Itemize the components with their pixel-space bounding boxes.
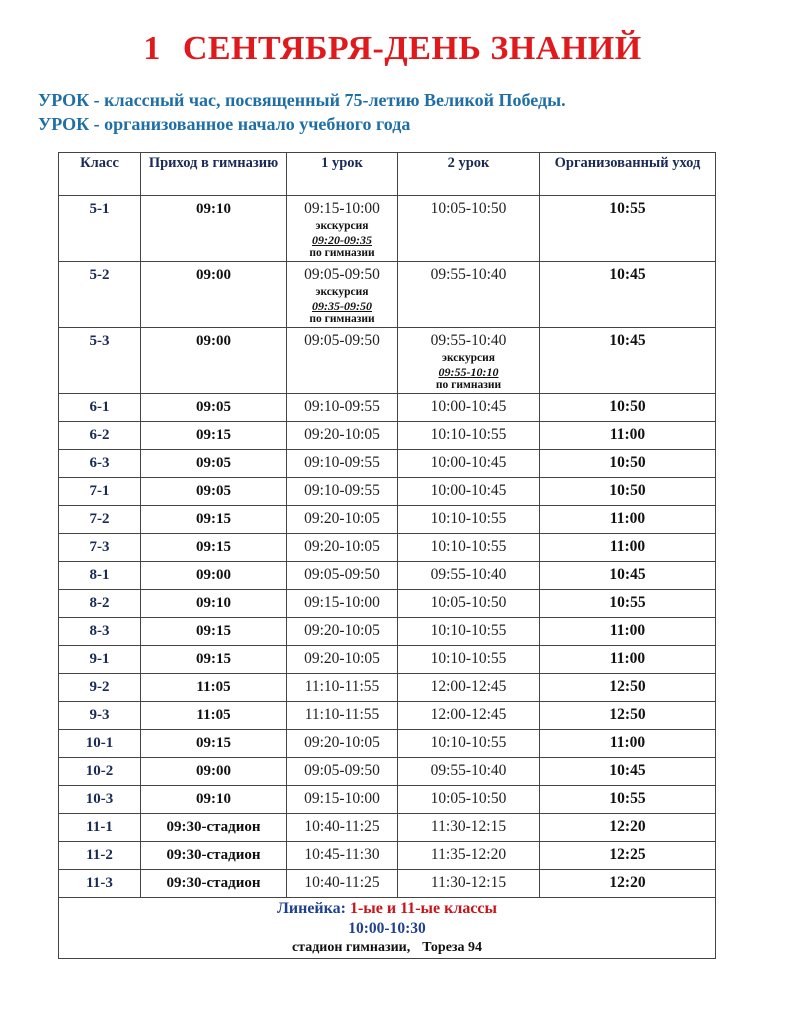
arrival-cell-text: 09:15 [196, 623, 231, 639]
lesson-1-cell [287, 646, 398, 674]
schedule-body [59, 196, 716, 898]
departure-cell-text: 12:50 [609, 678, 646, 695]
lesson-1-cell-text: 10:40-11:25 [304, 818, 380, 835]
departure-cell-text: 10:45 [609, 332, 646, 349]
table-row [59, 196, 716, 262]
lesson-1-cell-text: 11:10-11:55 [304, 706, 380, 723]
departure-cell [540, 646, 716, 674]
class-cell [59, 394, 141, 422]
class-cell [59, 814, 141, 842]
departure-cell [540, 422, 716, 450]
lesson-1-cell-text: 09:20-10:05 [304, 622, 380, 639]
lesson-2-cell [398, 478, 540, 506]
arrival-cell [141, 730, 287, 758]
class-cell-text: 10-1 [85, 735, 114, 751]
lesson-2-cell-text: 10:05-10:50 [430, 594, 507, 611]
header-class: Класс [59, 153, 141, 196]
lesson-1-cell [287, 786, 398, 814]
departure-cell-text: 10:50 [609, 454, 646, 471]
departure-cell-text: 12:25 [609, 846, 646, 863]
lesson-1-cell [287, 506, 398, 534]
lesson-1-cell [287, 730, 398, 758]
lesson-2-cell [398, 534, 540, 562]
departure-cell [540, 562, 716, 590]
class-cell-text: 8-3 [89, 623, 110, 639]
lesson-2-cell-text: 11:30-12:15 [430, 818, 507, 835]
lesson-1-cell [287, 450, 398, 478]
table-row [59, 758, 716, 786]
schedule-table [58, 152, 716, 959]
arrival-cell [141, 590, 287, 618]
class-cell-text: 6-2 [89, 427, 110, 443]
class-cell [59, 450, 141, 478]
lesson-1-cell-text: 09:20-10:05 [304, 734, 380, 751]
departure-cell-text: 12:20 [609, 874, 646, 891]
lesson-1-cell [287, 702, 398, 730]
arrival-cell [141, 702, 287, 730]
class-cell [59, 262, 141, 328]
arrival-cell-text: 09:15 [196, 427, 231, 443]
arrival-cell-text: 09:15 [196, 539, 231, 555]
lesson-2-cell [398, 394, 540, 422]
excursion-place: по гимназии [435, 379, 502, 391]
class-cell-text: 11-3 [86, 875, 113, 891]
arrival-cell [141, 674, 287, 702]
lesson-2-cell-text: 12:00-12:45 [430, 706, 507, 723]
arrival-cell [141, 506, 287, 534]
lesson-1-cell [287, 590, 398, 618]
class-cell-text: 5-3 [89, 333, 110, 349]
lesson-1-cell [287, 562, 398, 590]
departure-cell [540, 702, 716, 730]
lesson-2-cell-text: 09:55-10:40 [430, 266, 507, 283]
arrival-cell [141, 646, 287, 674]
class-cell-text: 10-3 [85, 791, 114, 807]
lesson-2-cell-text: 10:00-10:45 [430, 454, 507, 471]
lesson-1-cell-text: 09:05-09:50 [304, 266, 380, 283]
lesson-1-cell [287, 394, 398, 422]
class-cell-text: 9-2 [89, 679, 110, 695]
lesson-1-cell-text: 09:05-09:50 [304, 332, 380, 349]
title-text: СЕНТЯБРЯ-ДЕНЬ ЗНАНИЙ [182, 30, 642, 67]
class-cell [59, 196, 141, 262]
class-cell [59, 618, 141, 646]
lineika-label: Линейка: [276, 900, 346, 917]
lesson-1-cell [287, 674, 398, 702]
departure-cell [540, 328, 716, 394]
class-cell [59, 870, 141, 898]
lesson-2-cell-text: 10:00-10:45 [430, 482, 507, 499]
class-cell-text: 8-1 [89, 567, 110, 583]
lesson-1-cell-text: 09:10-09:55 [304, 454, 380, 471]
table-row [59, 478, 716, 506]
arrival-cell [141, 786, 287, 814]
class-cell [59, 422, 141, 450]
table-row [59, 842, 716, 870]
lesson-1-cell-text: 10:40-11:25 [304, 874, 380, 891]
departure-cell [540, 870, 716, 898]
lesson-2-cell [398, 814, 540, 842]
departure-cell-text: 11:00 [609, 510, 646, 527]
departure-cell [540, 842, 716, 870]
departure-cell [540, 618, 716, 646]
lesson-2-cell-text: 10:00-10:45 [430, 398, 507, 415]
lesson-1-cell-text: 09:20-10:05 [304, 510, 380, 527]
arrival-cell-text: 11:05 [196, 707, 231, 723]
arrival-cell [141, 618, 287, 646]
lesson-1-cell [287, 422, 398, 450]
table-row [59, 814, 716, 842]
table-row [59, 328, 716, 394]
arrival-cell [141, 328, 287, 394]
lesson-2-cell-text: 10:10-10:55 [430, 650, 507, 667]
table-row [59, 506, 716, 534]
lesson-2-cell [398, 196, 540, 262]
departure-cell [540, 814, 716, 842]
class-cell-text: 7-3 [89, 539, 110, 555]
lesson-2-cell-text: 10:05-10:50 [430, 200, 507, 217]
class-cell-text: 7-2 [89, 511, 110, 527]
departure-cell [540, 394, 716, 422]
class-cell-text: 8-2 [89, 595, 110, 611]
departure-cell-text: 11:00 [609, 426, 646, 443]
header-lesson-1: 1 урок [287, 153, 398, 196]
excursion-label: экскурсия [315, 220, 369, 232]
arrival-cell [141, 394, 287, 422]
departure-cell-text: 10:50 [609, 482, 646, 499]
departure-cell-text: 10:50 [609, 398, 646, 415]
class-cell-text: 5-1 [89, 201, 110, 217]
class-cell-text: 9-1 [89, 651, 110, 667]
header-lesson-2: 2 урок [398, 153, 540, 196]
lesson-2-cell-text: 09:55-10:40 [430, 332, 507, 349]
lesson-2-cell [398, 674, 540, 702]
lesson-2-cell-text: 10:10-10:55 [430, 426, 507, 443]
arrival-cell-text: 11:05 [196, 679, 231, 695]
departure-cell [540, 478, 716, 506]
departure-cell-text: 10:45 [609, 762, 646, 779]
departure-cell-text: 11:00 [609, 622, 646, 639]
excursion-label: экскурсия [315, 286, 369, 298]
lesson-1-cell [287, 328, 398, 394]
lesson-1-cell-text: 10:45-11:30 [304, 846, 380, 863]
lineika-address: Тореза 94 [422, 940, 483, 955]
class-cell [59, 758, 141, 786]
lesson-1-cell [287, 842, 398, 870]
lesson-2-cell [398, 422, 540, 450]
departure-cell-text: 12:20 [609, 818, 646, 835]
lesson-1-cell-text: 09:15-10:00 [304, 594, 380, 611]
lesson-2-cell [398, 450, 540, 478]
lesson-2-cell [398, 562, 540, 590]
lesson-1-cell-text: 09:15-10:00 [304, 200, 380, 217]
departure-cell-text: 10:45 [609, 266, 646, 283]
lesson-2-cell [398, 730, 540, 758]
lineika-groups: 1-ые и 11-ые классы [349, 900, 498, 917]
class-cell-text: 6-3 [89, 455, 110, 471]
header-departure: Организованный уход [540, 153, 716, 196]
departure-cell [540, 534, 716, 562]
table-row [59, 394, 716, 422]
class-cell-text: 11-2 [86, 847, 113, 863]
lesson-2-cell-text: 10:10-10:55 [430, 538, 507, 555]
departure-cell-text: 12:50 [609, 706, 646, 723]
table-row [59, 450, 716, 478]
departure-cell-text: 10:55 [609, 790, 646, 807]
class-cell [59, 328, 141, 394]
lesson-2-cell-text: 10:10-10:55 [430, 622, 507, 639]
table-row [59, 562, 716, 590]
departure-cell-text: 11:00 [609, 650, 646, 667]
class-cell-text: 6-1 [89, 399, 110, 415]
table-row [59, 730, 716, 758]
class-cell-text: 9-3 [89, 707, 110, 723]
departure-cell [540, 196, 716, 262]
lesson-1-cell-text: 09:20-10:05 [304, 538, 380, 555]
arrival-cell [141, 196, 287, 262]
lesson-2-cell [398, 590, 540, 618]
lineika-place [59, 939, 715, 957]
departure-cell-text: 10:55 [609, 594, 646, 611]
lesson-2-cell-text: 12:00-12:45 [430, 678, 507, 695]
lesson-1-cell [287, 618, 398, 646]
lesson-1-cell-text: 09:10-09:55 [304, 482, 380, 499]
lesson-1-cell [287, 870, 398, 898]
departure-cell-text: 10:45 [609, 566, 646, 583]
table-row [59, 674, 716, 702]
departure-cell [540, 450, 716, 478]
lesson-1-cell-text: 09:20-10:05 [304, 650, 380, 667]
class-cell-text: 7-1 [89, 483, 110, 499]
arrival-cell [141, 534, 287, 562]
departure-cell [540, 786, 716, 814]
lesson-1-cell [287, 478, 398, 506]
lesson-2-cell [398, 506, 540, 534]
arrival-cell-text: 09:30-стадион [166, 819, 261, 835]
lesson-2-cell [398, 758, 540, 786]
class-cell-text: 10-2 [85, 763, 114, 779]
departure-cell-text: 11:00 [609, 734, 646, 751]
page-title [0, 30, 785, 68]
subtitle-line-1: УРОК - классный час, посвященный 75-летию Великой Победы. [38, 90, 566, 110]
class-cell [59, 730, 141, 758]
class-cell [59, 478, 141, 506]
excursion-place: по гимназии [309, 313, 375, 325]
class-cell [59, 534, 141, 562]
departure-cell [540, 730, 716, 758]
class-cell-text: 11-1 [86, 819, 113, 835]
departure-cell [540, 262, 716, 328]
departure-cell [540, 590, 716, 618]
arrival-cell-text: 09:05 [196, 399, 231, 415]
class-cell [59, 674, 141, 702]
departure-cell [540, 506, 716, 534]
table-row [59, 422, 716, 450]
lesson-2-cell [398, 618, 540, 646]
excursion-place: по гимназии [309, 247, 375, 259]
lineika-venue: стадион гимназии, [291, 940, 411, 955]
arrival-cell-text: 09:05 [196, 455, 231, 471]
arrival-cell-text: 09:05 [196, 483, 231, 499]
class-cell [59, 506, 141, 534]
table-row [59, 702, 716, 730]
class-cell [59, 842, 141, 870]
lesson-1-cell [287, 196, 398, 262]
excursion-time: 09:35-09:50 [312, 299, 372, 313]
lesson-2-cell-text: 11:30-12:15 [430, 874, 507, 891]
table-row [59, 534, 716, 562]
table-row [59, 870, 716, 898]
lesson-2-cell-text: 10:10-10:55 [430, 734, 507, 751]
class-cell-text: 5-2 [89, 267, 110, 283]
lesson-1-cell [287, 758, 398, 786]
title-number: 1 [143, 30, 161, 67]
arrival-cell [141, 870, 287, 898]
lineika-line [59, 899, 715, 919]
arrival-cell [141, 422, 287, 450]
class-cell [59, 590, 141, 618]
lesson-1-cell [287, 534, 398, 562]
lineika-time: 10:00-10:30 [348, 920, 426, 937]
departure-cell-text: 10:55 [609, 200, 646, 217]
header-arrival: Приход в гимназию [141, 153, 287, 196]
arrival-cell-text: 09:10 [196, 595, 231, 611]
lesson-2-cell-text: 09:55-10:40 [430, 566, 507, 583]
arrival-cell [141, 562, 287, 590]
lineika-cell [59, 898, 716, 959]
departure-cell-text: 11:00 [609, 538, 646, 555]
excursion-label: экскурсия [442, 352, 495, 364]
departure-cell [540, 758, 716, 786]
lesson-1-cell [287, 814, 398, 842]
arrival-cell-text: 09:00 [196, 763, 231, 779]
table-row [59, 786, 716, 814]
excursion-time: 09:55-10:10 [438, 365, 499, 379]
class-cell [59, 786, 141, 814]
lesson-1-cell-text: 09:15-10:00 [304, 790, 380, 807]
excursion-time: 09:20-09:35 [312, 233, 372, 247]
lesson-1-cell-text: 09:05-09:50 [304, 762, 380, 779]
arrival-cell-text: 09:10 [196, 791, 231, 807]
table-row [59, 618, 716, 646]
class-cell [59, 646, 141, 674]
lesson-2-cell-text: 10:10-10:55 [430, 510, 507, 527]
lesson-1-cell [287, 262, 398, 328]
lesson-2-cell [398, 842, 540, 870]
arrival-cell [141, 758, 287, 786]
subtitle-line-2: УРОК - организованное начало учебного года [38, 114, 411, 134]
arrival-cell-text: 09:15 [196, 511, 231, 527]
departure-cell [540, 674, 716, 702]
arrival-cell-text: 09:30-стадион [166, 875, 261, 891]
arrival-cell [141, 450, 287, 478]
arrival-cell [141, 814, 287, 842]
lesson-2-cell [398, 702, 540, 730]
lesson-2-cell [398, 262, 540, 328]
arrival-cell [141, 262, 287, 328]
lesson-2-cell [398, 328, 540, 394]
arrival-cell-text: 09:30-стадион [166, 847, 261, 863]
arrival-cell [141, 842, 287, 870]
table-row [59, 262, 716, 328]
table-row [59, 646, 716, 674]
arrival-cell-text: 09:00 [196, 267, 231, 283]
arrival-cell-text: 09:00 [196, 333, 231, 349]
class-cell [59, 702, 141, 730]
lesson-1-cell-text: 09:05-09:50 [304, 566, 380, 583]
footer-row [59, 898, 716, 959]
arrival-cell-text: 09:15 [196, 735, 231, 751]
lesson-2-cell-text: 09:55-10:40 [430, 762, 507, 779]
lesson-2-cell-text: 10:05-10:50 [430, 790, 507, 807]
lesson-1-cell-text: 09:10-09:55 [304, 398, 380, 415]
lesson-1-cell-text: 11:10-11:55 [304, 678, 380, 695]
lesson-2-cell [398, 870, 540, 898]
arrival-cell-text: 09:10 [196, 201, 231, 217]
arrival-cell-text: 09:00 [196, 567, 231, 583]
arrival-cell [141, 478, 287, 506]
arrival-cell-text: 09:15 [196, 651, 231, 667]
header-row [59, 153, 716, 196]
lesson-2-cell [398, 786, 540, 814]
lesson-2-cell-text: 11:35-12:20 [430, 846, 507, 863]
lesson-1-cell-text: 09:20-10:05 [304, 426, 380, 443]
table-row [59, 590, 716, 618]
lesson-2-cell [398, 646, 540, 674]
class-cell [59, 562, 141, 590]
